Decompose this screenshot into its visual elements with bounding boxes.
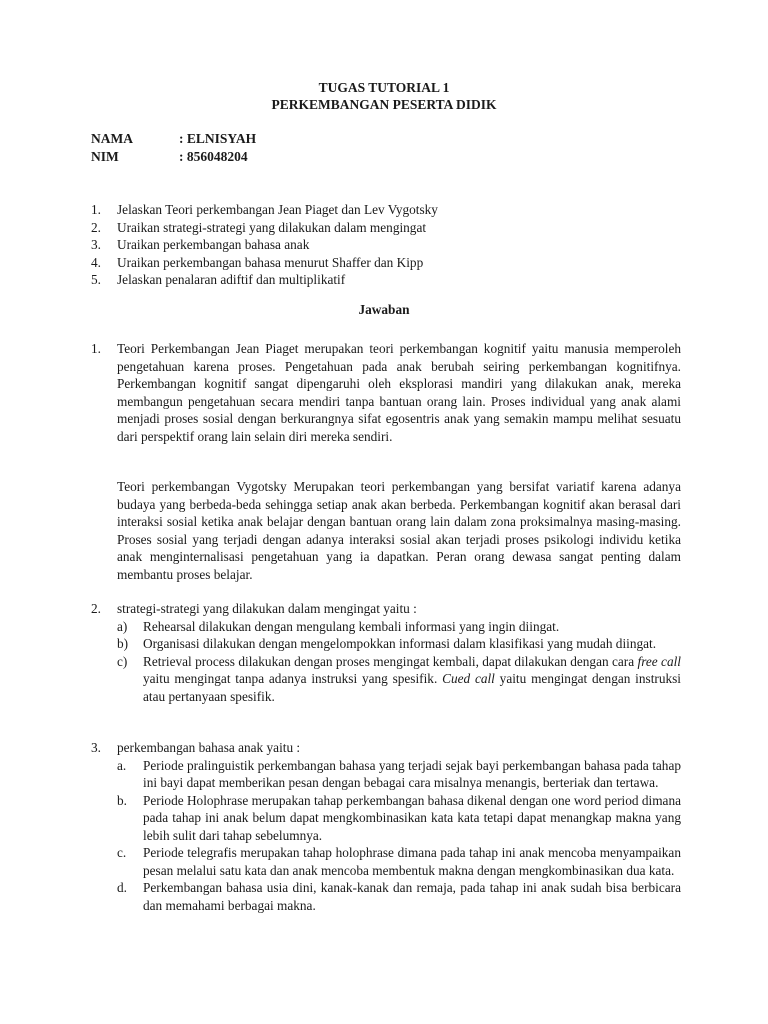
- question-item: 3. Uraikan perkembangan bahasa anak: [91, 237, 310, 252]
- name-label: NAMA: [91, 131, 133, 146]
- answer-1-paragraph-vygotsky: Teori perkembangan Vygotsky Merupakan teori perkembangan yang bersifat variatif karena adanya budaya yang berbeda-beda sehingga setiap anak akan berbeda. Perkembangan kognitif akan berasal dari interaksi sosial ketika anak belajar dengan bantuan orang lain dalam zona proksimalnya masing-masing. Proses sosial yang terjadi dengan adanya interaksi sosial akan terjadi proses psikologi individu ketika anak menginternalisasi pengetahuan yang ia dapatkan. Peran orang dewasa sangat penting dalam membantu proses belajar.: [117, 479, 681, 582]
- question-item: 1. Jelaskan Teori perkembangan Jean Piaget dan Lev Vygotsky: [91, 202, 438, 217]
- retrieval-process-text: Retrieval process dilakukan dengan proses mengingat kembali, dapat dilakukan dengan cara free call yaitu mengingat tanpa adanya instruksi yang spesifik. Cued call yaitu mengingat dengan instruksi atau pertanyaan spesifik.: [143, 653, 682, 704]
- question-item: 2. Uraikan strategi-strategi yang dilakukan dalam mengingat: [91, 219, 427, 235]
- list-item: a) Rehearsal dilakukan dengan mengulang kembali informasi yang ingin diingat.: [117, 618, 560, 634]
- answer-1-continued: [91, 478, 681, 583]
- free-call-term: free call: [637, 653, 682, 669]
- answer-number: 3.: [91, 740, 101, 755]
- list-item: b. Periode Holophrase merupakan tahap perkembangan bahasa dikenal dengan one word period dimana pada tahap ini anak belum dapat mengkombinasikan kata kata tetapi dapat menangkap makna yang lebih sulit dari tahap sebelumnya.: [117, 792, 681, 843]
- answer-3: [91, 739, 681, 914]
- answer-number: 1.: [91, 341, 101, 356]
- document-title: TUGAS TUTORIAL 1: [318, 80, 450, 95]
- answer-3-intro: perkembangan bahasa anak yaitu :: [117, 740, 301, 755]
- student-nim-row: [91, 149, 248, 165]
- question-item: 5. Jelaskan penalaran adiftif dan multiplikatif: [91, 272, 346, 287]
- answer-number: 2.: [91, 601, 101, 616]
- answer-1-paragraph-piaget: Teori Perkembangan Jean Piaget merupakan teori perkembangan kognitif yaitu manusia memperoleh pengetahuan karena proses. Pengetahuan pada anak berubah seiring perkembangan kognitifnya. Perkembangan kognitif sangat dipengaruhi oleh eksplorasi mandiri yang dilakukan anak, mereka membangun pengetahuan secara mendiri tanpa bantuan orang lain. Proses individual yang anak alami menjadi proses sosial dengan berkurangnya sifat egosentris anak yang semakin mampu melihat sesuatu dari perspektif orang lain selain diri mereka sendiri.: [117, 341, 681, 444]
- list-item: d. Perkembangan bahasa usia dini, kanak-kanak dan remaja, pada tahap ini anak sudah bisa berbicara dan memahami berbagai makna.: [117, 880, 681, 913]
- nim-label: NIM: [91, 149, 119, 164]
- student-name-row: [91, 131, 256, 147]
- list-item: a. Periode pralinguistik perkembangan bahasa yang terjadi sejak bayi perkembangan bahasa pada tahap ini bayi dapat memberikan pesan dengan bebagai cara misalnya menangis, berteriak dan tertawa.: [117, 757, 681, 790]
- document-subtitle: PERKEMBANGAN PESERTA DIDIK: [271, 97, 497, 112]
- answer-2-intro: strategi-strategi yang dilakukan dalam mengingat yaitu :: [117, 601, 417, 616]
- list-item: c) Retrieval process dilakukan dengan proses mengingat kembali, dapat dilakukan dengan cara free call yaitu mengingat tanpa adanya instruksi yang spesifik. Cued call yaitu mengingat dengan instruksi atau pertanyaan spesifik.: [117, 653, 682, 704]
- answer-2: [91, 600, 681, 705]
- name-value: : ELNISYAH: [179, 131, 257, 146]
- question-item: 4. Uraikan perkembangan bahasa menurut Shaffer dan Kipp: [91, 254, 424, 270]
- list-item: b) Organisasi dilakukan dengan mengelompokkan informasi dalam klasifikasi yang mudah diingat.: [117, 636, 657, 651]
- list-item: c. Periode telegrafis merupakan tahap holophrase dimana pada tahap ini anak mencoba menyampaikan pesan melalui satu kata dan anak mencoba membentuk makna dengan mengkombinasikan dua kata.: [117, 845, 681, 878]
- answer-1: [91, 340, 681, 445]
- answers-heading: Jawaban: [358, 302, 410, 317]
- nim-value: : 856048204: [179, 149, 248, 164]
- cued-call-term: Cued call: [442, 671, 495, 686]
- question-list: [91, 201, 681, 289]
